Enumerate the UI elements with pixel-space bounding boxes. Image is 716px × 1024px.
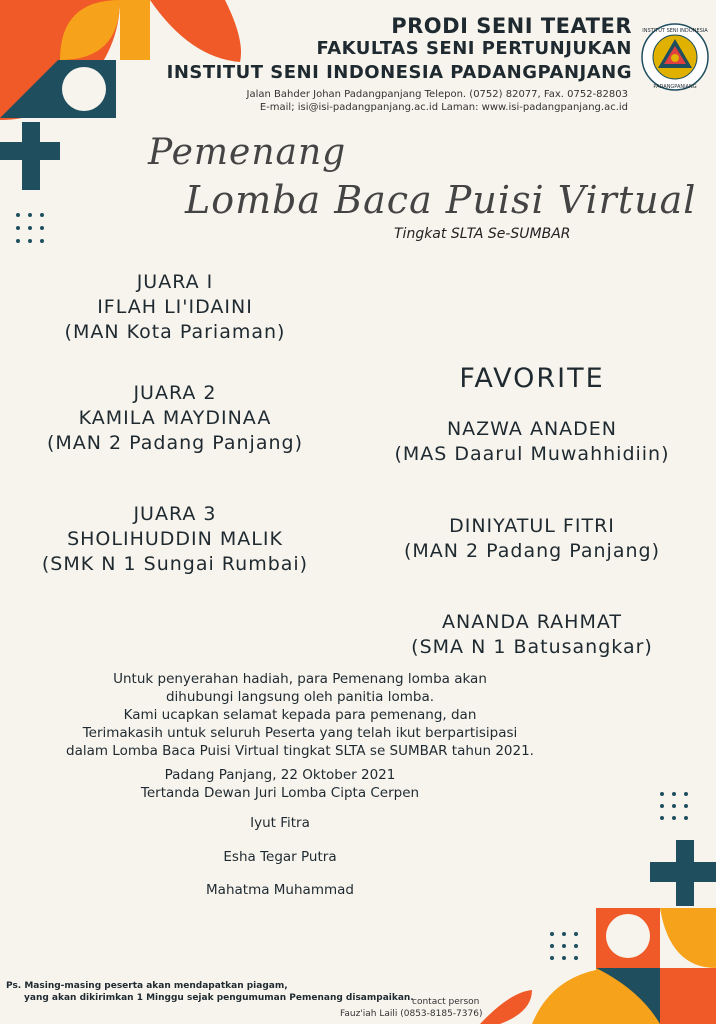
bottom-right-decoration [440, 780, 716, 1024]
favorite-name: ANANDA RAHMAT [442, 611, 622, 633]
contact-person-label: contact person [412, 997, 480, 1007]
winner-rank: JUARA 3 [133, 503, 217, 525]
contact-person-value: Fauz'iah Laili (0853-8185-7376) [340, 1009, 483, 1019]
judge-name: Esha Tegar Putra [223, 849, 337, 865]
announcement-line: Untuk penyerahan hadiah, para Pemenang lomba akan [113, 671, 487, 687]
cream-circle-shape [62, 67, 106, 111]
winner-rank: JUARA 2 [133, 382, 217, 404]
institution-logo [640, 22, 710, 92]
favorite-name: NAZWA ANADEN [446, 418, 618, 440]
winner-name: SHOLIHUDDIN MALIK [67, 528, 283, 550]
header-address: Jalan Bahder Johan Padangpanjang Telepon. (0752) 82077, Fax. 0752-82803 [246, 89, 628, 100]
announcement-line: dihubungi langsung oleh panitia lomba. [165, 689, 435, 705]
header-contact: E-mail; isi@isi-padangpanjang.ac.id Laman: www.isi-padangpanjang.ac.id [259, 102, 628, 113]
place-date: Padang Panjang, 22 Oktober 2021 [164, 767, 396, 783]
plus-shape [650, 840, 716, 906]
favorite-3 [372, 610, 692, 660]
winner-name: IFLAH LI'IDAINI [97, 296, 253, 318]
yellow-leaf-shape [660, 908, 716, 968]
orange-block [660, 968, 716, 1024]
winner-name: KAMILA MAYDINAA [78, 407, 272, 429]
judge-name: Iyut Fitra [250, 815, 310, 831]
title-subtitle: Tingkat SLTA Se-SUMBAR [394, 226, 571, 242]
winner-3 [20, 502, 330, 577]
title-pemenang: Pemenang [148, 132, 347, 173]
winner-school: (MAN Kota Pariaman) [64, 321, 286, 343]
winner-2 [20, 381, 330, 456]
announcement-line: dalam Lomba Baca Puisi Virtual tingkat SLTA se SUMBAR tahun 2021. [66, 743, 534, 759]
logo-text-bottom: PADANGPANJANG [653, 84, 697, 90]
dot-grid [550, 932, 578, 960]
dot-grid [16, 213, 44, 243]
cream-circle-shape [606, 914, 650, 958]
favorite-2 [372, 514, 692, 564]
signature-block [60, 766, 500, 802]
announcement-line: Kami ucapkan selamat kepada para pemenang, dan [123, 707, 477, 723]
header-fakultas: FAKULTAS SENI PERTUNJUKAN [316, 38, 632, 59]
signed-by: Tertanda Dewan Juri Lomba Cipta Cerpen [140, 785, 420, 801]
announcement [20, 670, 580, 760]
favorite-name: DINIYATUL FITRI [449, 515, 615, 537]
winner-school: (MAN 2 Padang Panjang) [46, 432, 303, 454]
winner-1 [20, 270, 330, 345]
winner-rank: JUARA I [136, 271, 214, 293]
favorite-heading: FAVORITE [459, 363, 605, 394]
header-institut: INSTITUT SENI INDONESIA PADANGPANJANG [166, 62, 632, 83]
yellow-block-shape [120, 0, 150, 60]
favorite-school: (SMA N 1 Batusangkar) [411, 636, 653, 658]
title-lomba: Lomba Baca Puisi Virtual [185, 178, 697, 222]
winner-school: (SMK N 1 Sungai Rumbai) [41, 553, 309, 575]
judge-name: Mahatma Muhammad [206, 882, 354, 898]
footnote-line: yang akan dikirimkan 1 Minggu sejak pengumuman Pemenang disampaikan. [24, 993, 414, 1003]
dot-grid [660, 792, 688, 820]
logo-text-top: INSTITUT SENI INDONESIA [642, 28, 708, 34]
footnote-line: Ps. Masing-masing peserta akan mendapatkan piagam, [6, 981, 288, 991]
header-prodi: PRODI SENI TEATER [391, 14, 632, 38]
orange-leaf-shape [480, 990, 532, 1024]
favorite-school: (MAS Daarul Muwahhidiin) [394, 443, 670, 465]
yellow-leaf-shape [532, 970, 596, 1024]
announcement-line: Terimakasih untuk seluruh Peserta yang telah ikut berpartisipasi [82, 725, 518, 741]
favorite-1 [372, 417, 692, 467]
favorite-school: (MAN 2 Padang Panjang) [403, 540, 660, 562]
orange-leaf-shape [150, 0, 241, 62]
plus-shape [0, 122, 60, 190]
